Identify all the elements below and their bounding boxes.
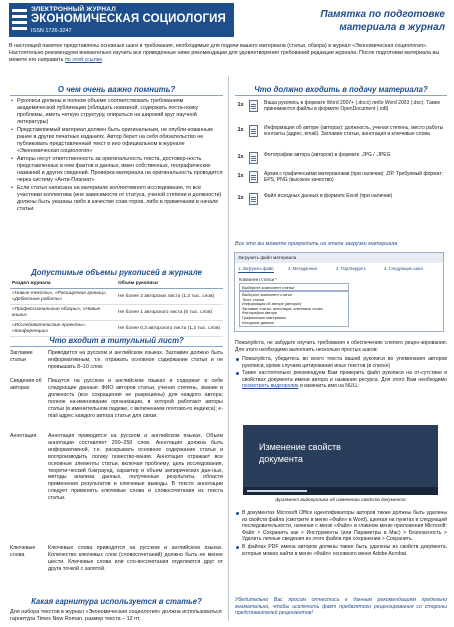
file-row bbox=[235, 171, 447, 185]
volumes-header-row bbox=[10, 279, 223, 289]
component-label: Компонент статьи * bbox=[239, 277, 277, 282]
file-text: Информация об авторе (авторах): должность, ученая степень, место работы контакты (адрес, email). Заглавие статьи, аннотация и ключевые слова bbox=[264, 125, 444, 138]
office-list bbox=[235, 510, 447, 558]
upload-tabs bbox=[238, 265, 440, 273]
review-intro: Пожалуйста, не забудьте изучить требования к обеспечению слепого рецен-зирования. Для этого необходимо выполнить несколько простых шагов: bbox=[235, 340, 447, 353]
option-item[interactable]: Графические материалы bbox=[242, 315, 286, 320]
file-row bbox=[235, 100, 447, 114]
remember-list bbox=[10, 98, 223, 214]
header bbox=[0, 0, 454, 40]
memo-title-line-2: материала в журнал bbox=[339, 22, 445, 33]
files-title: Что должно входить в подачу материала? bbox=[254, 85, 428, 94]
volumes-col-section: Раздел журнала bbox=[10, 279, 116, 289]
journal-logo-icon bbox=[12, 7, 27, 33]
component-select[interactable]: Выберите компонент статьи bbox=[239, 283, 349, 291]
titlepage-label: Аннотация bbox=[10, 433, 37, 439]
file-count: 1x bbox=[237, 195, 244, 201]
video-link[interactable]: посмотреть видеоролик bbox=[242, 383, 299, 390]
document-icon bbox=[249, 100, 258, 112]
table-row bbox=[10, 289, 223, 305]
final-note: Убедительно Вас просим отнестись к данным рекомендациям предельно внимательно, чтобы исключить факт предвзятого рецензирования со стороны представителей рецензентов! bbox=[235, 597, 447, 617]
file-row bbox=[235, 193, 447, 207]
volumes-title: Допустимые объемы рукописей в журнале bbox=[31, 268, 202, 277]
file-count: 1x bbox=[237, 127, 244, 133]
file-row bbox=[235, 125, 447, 139]
files-underline bbox=[235, 95, 447, 96]
journal-kind: ЭЛЕКТРОННЫЙ ЖУРНАЛ bbox=[31, 6, 116, 13]
memo-title bbox=[245, 8, 445, 34]
option-item[interactable]: Исходные данные bbox=[242, 320, 275, 325]
titlepage-text: Пишутся на русском и английском языках и содержат в себе следующие данные: ФИО авторов статьи, ученая степень, звание и должность (все сокращения не разрешены) для каждого автора; полное на-именование организации, в которой работают авторы статьи (в именительном падеже, с включением почтово-го индекса); e-mail адрес каждого автора статьи для связи. bbox=[48, 378, 223, 419]
titlepage-label: Заглавие статьи bbox=[10, 350, 33, 363]
file-text: Ваша рукопись в формате Word 2007+ (.docx) либо Word 2003 (.doc). Также принимаются файлы в формате OpenDocument (.odt) bbox=[264, 100, 441, 113]
titlepage-title: Что входит в титульный лист? bbox=[49, 336, 184, 345]
file-text: Файл исходных данных в формате Excel (при наличии) bbox=[264, 193, 393, 199]
video-title bbox=[259, 441, 341, 465]
video-title-line-1: Изменение свойств bbox=[259, 442, 341, 452]
review-item bbox=[235, 370, 447, 390]
titlepage-text: Аннотация приводится на русском и английском языках. Объем аннотации составляет 200–250 слов. Аннотация должна быть информативной, т.е. раскрывать основное содержание статьи и воспроизводить логику повество-вания. Аннотация отражает все основные элементы статьи, включая проблему, цель исследования, теорети-ческий бэкграунд, характер и объем эмпирических дан-ных, методы анализа данных, полученные результаты, области применения результатов и ключевые выводы. В тексте аннотации следует применять ключевые слова и словосочетания из текста статьи. bbox=[48, 433, 223, 502]
journal-banner bbox=[9, 3, 234, 37]
volumes-size: Не более 2 авторских листа (1,2 тыс. слов) bbox=[116, 289, 223, 305]
upload-dialog bbox=[234, 252, 444, 332]
journal-name: ЭКОНОМИЧЕСКАЯ СОЦИОЛОГИЯ bbox=[31, 13, 226, 25]
intro-paragraph bbox=[9, 43, 445, 64]
attach-note: Все это вы можете прикрепить на этапе загрузки материала bbox=[235, 241, 398, 247]
review-item-end: и изменить имя на NULL: bbox=[299, 383, 360, 390]
remember-title: О чем очень важно помнить? bbox=[57, 85, 176, 94]
volumes-size: Не более 0,3 авторского листа (1,2 тыс. слов) bbox=[116, 321, 223, 337]
option-item[interactable]: Выберите компонент статьи bbox=[242, 293, 292, 297]
titlepage-text: Ключевые слова приводятся на русском и английском языках. Количество ключевых слов (словосочетаний) должно быть не менее шести. Ключевые слова или сло-восочетания отделяются друг от друга точкой с запятой. bbox=[48, 545, 223, 572]
volumes-table bbox=[10, 279, 223, 337]
intro-end: . bbox=[102, 57, 104, 63]
journal-issn: ISSN 1726-3247 bbox=[31, 28, 72, 34]
remember-item: • Представляемый материал должен быть оригинальным, не опубли-кованным ранее в других печатных изданиях. Автор берет на себя обязательство не публиковать представленный текст в ино официальном в журнале «Экономическая социология» bbox=[10, 127, 223, 155]
video-player[interactable] bbox=[243, 425, 438, 495]
document-icon bbox=[249, 125, 258, 137]
option-item[interactable]: Информация об авторе (авторах) bbox=[242, 302, 302, 307]
file-count: 1x bbox=[237, 102, 244, 108]
table-row bbox=[10, 305, 223, 321]
remember-item: • Рукописи должны в полном объеме соответствовать требованиям академической публикации (обладать новизной, содержать поста-новку проблемы, иметь четкую структуру, опираться на широкий круг научной литературы) bbox=[10, 98, 223, 126]
option-item[interactable]: Фотографии автора bbox=[242, 311, 277, 316]
tab-confirm[interactable]: 3. Подтвердить bbox=[336, 266, 366, 271]
titlepage-label: Ключевые слова bbox=[10, 545, 36, 558]
submit-link[interactable]: по этой ссылке bbox=[64, 57, 103, 63]
option-item[interactable]: Текст статьи bbox=[242, 297, 265, 302]
file-text: Архив с графическими материалами (при наличии): ZIP. Требуемый формат: EPS, PNG (высокое качество) bbox=[264, 171, 443, 184]
file-count: 1x bbox=[237, 154, 244, 160]
component-options bbox=[239, 291, 349, 327]
volumes-section: «Исследовательские проекты», «Конференции» bbox=[10, 321, 116, 337]
office-item: В файлах PDF имена авторов должны также быть удалены из свойств документа, которые можно найти в меню «Файл» основного меню Adobe Acrobat. bbox=[235, 544, 447, 557]
volumes-size: Не более 1 авторского листа (6 тыс. слов) bbox=[116, 305, 223, 321]
file-count: 1x bbox=[237, 173, 244, 179]
column-divider bbox=[228, 76, 229, 621]
photo-icon bbox=[249, 152, 258, 164]
memo-title-line-1: Памятка по подготовке bbox=[320, 9, 445, 20]
remember-item: • Если статья написана на материале коллективного исследования, то все участники коллектива (вне зависимости от статуса, ученой степени и должности) должны быть указаны либо в качестве соав-торов, либо в примечании в начале статьи. bbox=[10, 185, 223, 213]
video-caption: фрагмент видеоролика об изменении свойств документа bbox=[275, 497, 406, 502]
tab-metadata[interactable]: 2. Метаданные bbox=[288, 266, 318, 271]
table-row bbox=[10, 321, 223, 337]
upload-dialog-title: Загрузить файл материала bbox=[235, 253, 443, 263]
file-text: Фотографии автора (авторов) в формате .JPG / .JPEG bbox=[264, 152, 391, 158]
volumes-col-size: Объем рукописи bbox=[116, 279, 223, 289]
volumes-section: «Профессиональные обзоры», «Новые книги» bbox=[10, 305, 116, 321]
review-item: Пожалуйста, убедитесь во всего текста вашей рукописи во упоминания авторов рукописи, кроме случаев цитирования иных текстов (в списке) bbox=[235, 356, 447, 369]
spreadsheet-icon bbox=[249, 193, 258, 205]
file-row bbox=[235, 152, 447, 166]
tab-next-steps[interactable]: 4. Следующие шаги bbox=[384, 266, 423, 271]
font-text: Для набора текстов в журнал «Экономическая социология» должна использоваться гарнитура Times New Roman, размер текста – 12 пт. bbox=[10, 609, 222, 622]
option-item[interactable]: Заглавие статьи, аннотация, ключевые слова bbox=[242, 306, 323, 311]
review-item-text: Также настоятельно рекомендуем Вам проверить файл рукописи на от-сутствие в свойствах документа имени автора и названия ресурса. Для этого Вам необходимо bbox=[242, 370, 447, 383]
office-item: В документах Microsoft Office идентификаторы авторов также должны быть удалены из свойств файла (смотрите в меню «Файл» в Word), щелкая на пунктах в следующей последовательности, начиная с меню «Файл» в главном меню приложения Microsoft: Файл > Сохранить как > Инструменты (или Параметры в Mac) > Безопасность > Удалить личные сведения из этого файла при сохранении > Сохранить. bbox=[235, 510, 447, 543]
intro-text: В настоящей памятке представлены основные шаги и требования, необходимые для подачи вашего материала (статьи, обзора) в журнал «Экономическая социология». Настоятельно рекомендуем внимательно изучить все приведенные ниже рекомендации для удовлетворения требований редакции журнала. После подготовки материала вы можете его направить bbox=[9, 43, 440, 63]
review-list bbox=[235, 356, 447, 391]
archive-icon bbox=[249, 171, 258, 183]
titlepage-underline bbox=[10, 346, 223, 347]
video-title-line-2: документа bbox=[259, 454, 303, 464]
remember-item: • Авторы несут ответственность за оригинальность текста, достовер-ность представленных в нем фактов и данных, имен собственных, географических названий и других сведений. Проверка материала на оригинальность проводится через систему «Анти-Плагиат» bbox=[10, 156, 223, 184]
font-title: Какая гарнитура используется в статье? bbox=[31, 597, 202, 606]
titlepage-label: Сведения об авторах bbox=[10, 378, 42, 391]
tab-upload[interactable]: 1. Загрузить файл bbox=[238, 266, 274, 271]
titlepage-text: Приводится на русском и английском языках. Заглавие должно быть информативным, т.е. отражать основное содержание статьи и не превышать 8–10 слов. bbox=[48, 350, 223, 370]
volumes-section: «Новые тексты», «Расширение границ», «Дебютные работы» bbox=[10, 289, 116, 305]
remember-underline bbox=[10, 95, 223, 96]
video-progress[interactable] bbox=[247, 490, 307, 492]
